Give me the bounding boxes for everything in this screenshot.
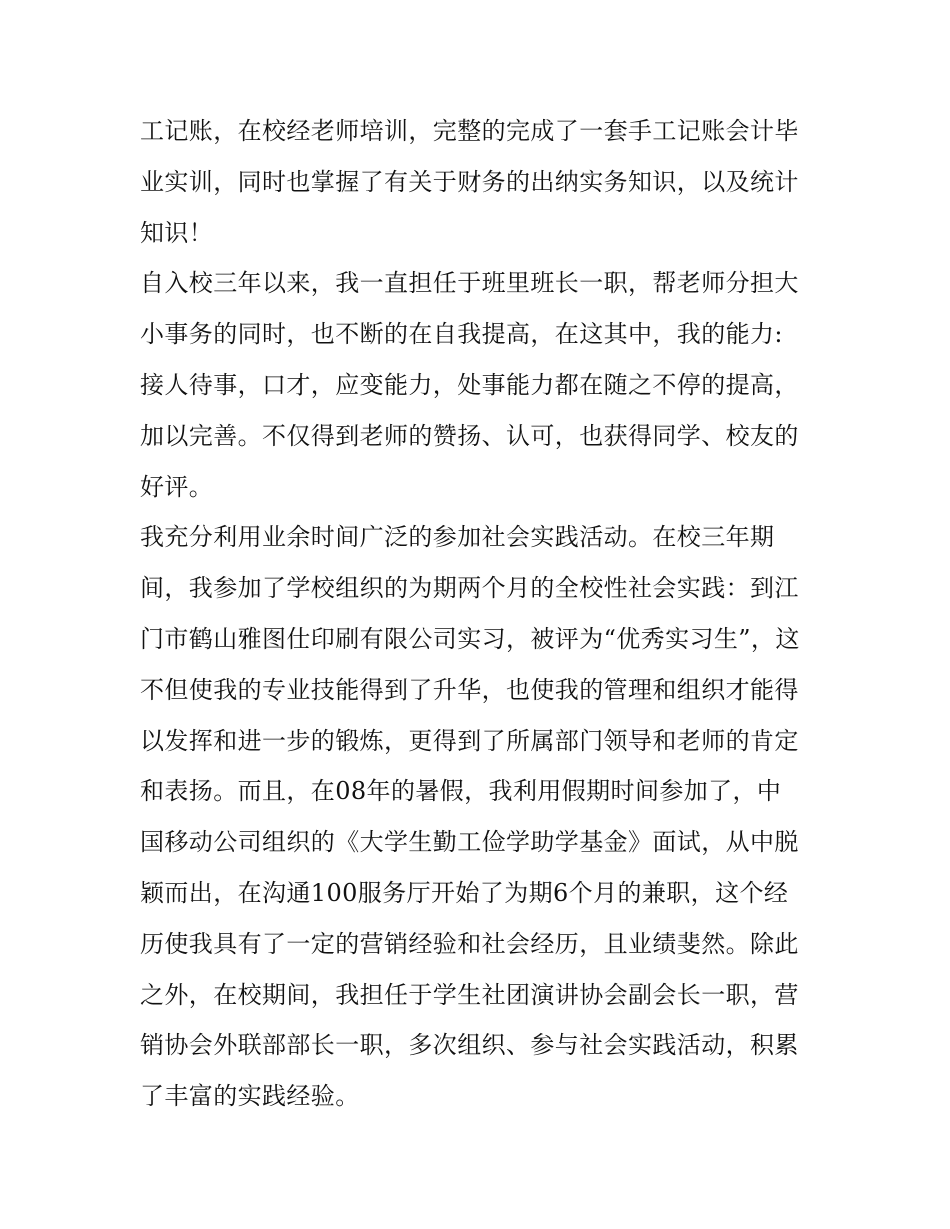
text-line: 门市鹤山雅图仕印刷有限公司实习，被评为“优秀实习生”，这 [140,624,800,653]
text-line: 间，我参加了学校组织的为期两个月的全校性社会实践：到江 [140,574,799,603]
text-line: 接人待事，口才，应变能力，处事能力都在随之不停的提高， [140,370,799,399]
text-line: 和表扬。而且，在08年的暑假，我利用假期时间参加了，中 [140,777,782,806]
text-line: 工记账，在校经老师培训，完整的完成了一套手工记账会计毕 [140,117,799,145]
text-line: 之外，在校期间，我担任于学生社团演讲协会副会长一职，营 [140,980,799,1009]
text-line: 自入校三年以来，我一直担任于班里班长一职，帮老师分担大 [140,269,799,298]
text-line: 了丰富的实践经验。 [140,1082,360,1111]
text-line: 国移动公司组织的《大学生勤工俭学助学基金》面试，从中脱 [140,828,799,857]
body-text [140,106,820,1122]
text-line: 业实训，同时也掌握了有关于财务的出纳实务知识，以及统计 [140,167,799,196]
text-line: 销协会外联部部长一职，多次组织、参与社会实践活动，积累 [140,1031,799,1060]
text-line: 加以完善。不仅得到老师的赞扬、认可，也获得同学、校友的 [140,421,799,450]
text-line: 知识！ [140,218,214,247]
text-line: 小事务的同时，也不断的在自我提高，在这其中，我的能力: [140,320,783,349]
text-line: 颖而出，在沟通100服务厅开始了为期6个月的兼职，这个经 [140,878,789,907]
text-line: 不但使我的专业技能得到了升华，也使我的管理和组织才能得 [140,675,799,704]
text-line: 历使我具有了一定的营销经验和社会经历，且业绩斐然。除此 [140,929,799,958]
text-line: 好评。 [140,472,214,501]
text-line: 我充分利用业余时间广泛的参加社会实践活动。在校三年期 [140,523,775,552]
text-line: 以发挥和进一步的锻炼，更得到了所属部门领导和老师的肯定 [140,726,799,755]
